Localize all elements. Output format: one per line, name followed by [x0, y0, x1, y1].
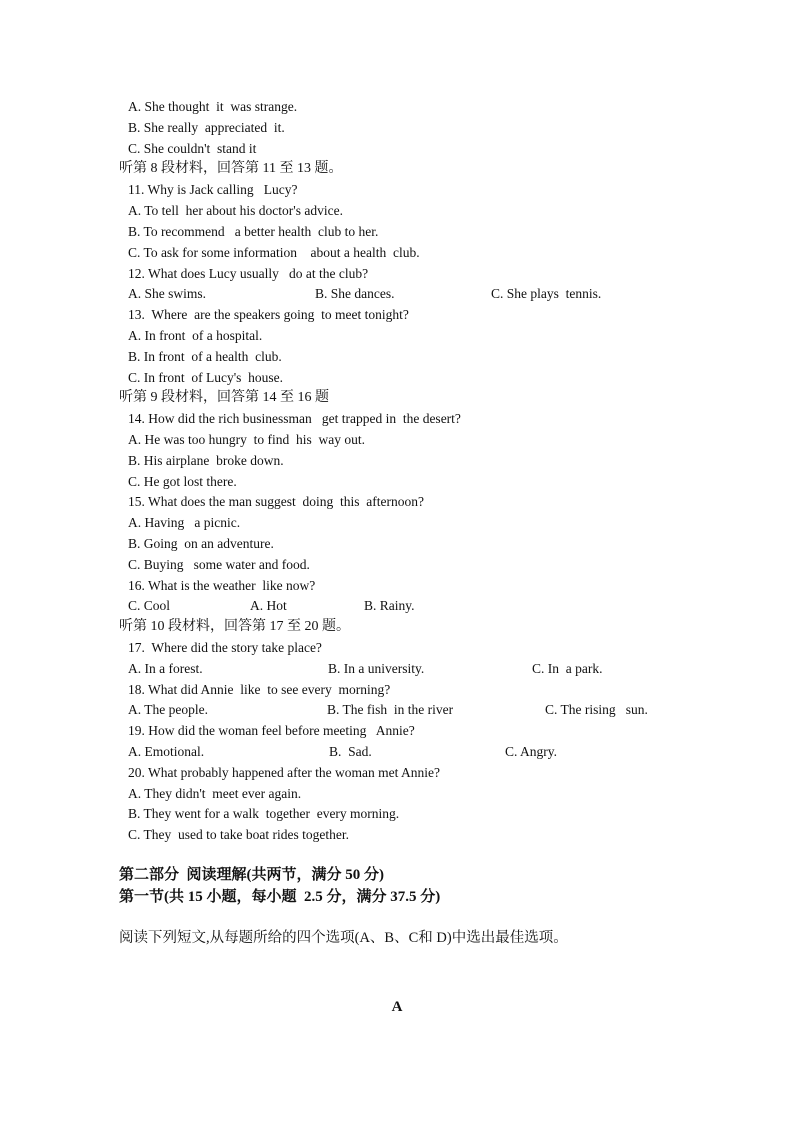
q10-option-b: B. She really appreciated it. — [128, 120, 285, 135]
part2-instruction: 阅读下列短文,从每题所给的四个选项(A、B、C和 D)中选出最佳选项。 — [119, 930, 568, 946]
q17-question: 17. Where did the story take place? — [128, 640, 322, 655]
section8-header: 听第 8 段材料，回答第 11 至 13 题。 — [119, 161, 343, 176]
q14-option-a: A. He was too hungry to find his way out. — [128, 432, 365, 447]
q17-option-b: B. In a university. — [328, 661, 425, 676]
q17-option-a: A. In a forest. — [128, 661, 203, 676]
q13-option-a: A. In front of a hospital. — [128, 328, 263, 343]
q12-question: 12. What does Lucy usually do at the club? — [128, 266, 369, 281]
q11-option-a: A. To tell her about his doctor's advice. — [128, 203, 343, 218]
q14-option-c: C. He got lost there. — [128, 474, 237, 489]
q19-option-b: B. Sad. — [329, 744, 372, 759]
q13-question: 13. Where are the speakers going to meet tonight? — [128, 307, 409, 322]
q19-question: 19. How did the woman feel before meeting Annie? — [128, 723, 415, 738]
q20-option-a: A. They didn't meet ever again. — [128, 786, 302, 801]
q13-option-b: B. In front of a health club. — [128, 349, 282, 364]
q18-option-b: B. The fish in the river — [327, 702, 454, 717]
q17-option-c: C. In a park. — [532, 661, 603, 676]
q12-option-c: C. She plays tennis. — [491, 286, 602, 301]
q20-option-b: B. They went for a walk together every morning. — [128, 806, 400, 821]
q19-option-a: A. Emotional. — [128, 744, 205, 759]
q12-option-b: B. She dances. — [315, 286, 395, 301]
q16-question: 16. What is the weather like now? — [128, 578, 316, 593]
q11-option-b: B. To recommend a better health club to her. — [128, 224, 379, 239]
q15-option-c: C. Buying some water and food. — [128, 557, 310, 572]
q16-option-2: A. Hot — [250, 598, 287, 613]
q13-option-c: C. In front of Lucy's house. — [128, 370, 284, 385]
q18-option-c: C. The rising sun. — [545, 702, 648, 717]
q14-question: 14. How did the rich businessman get trapped in the desert? — [128, 411, 461, 426]
q16-option-1: C. Cool — [128, 598, 171, 613]
q15-option-b: B. Going on an adventure. — [128, 536, 274, 551]
q10-option-c: C. She couldn't stand it — [128, 141, 257, 156]
passage-label: A — [391, 999, 403, 1015]
q16-option-3: B. Rainy. — [364, 598, 415, 613]
q15-question: 15. What does the man suggest doing this afternoon? — [128, 494, 424, 509]
q12-option-a: A. She swims. — [128, 286, 207, 301]
part2-subtitle: 第一节(共 15 小题，每小题 2.5 分，满分 37.5 分) — [119, 889, 441, 905]
section10-header: 听第 10 段材料，回答第 17 至 20 题。 — [119, 619, 350, 634]
q18-question: 18. What did Annie like to see every morning? — [128, 682, 391, 697]
q11-option-c: C. To ask for some information about a health club. — [128, 245, 420, 260]
q18-option-a: A. The people. — [128, 702, 208, 717]
q15-option-a: A. Having a picnic. — [128, 515, 241, 530]
q11-question: 11. Why is Jack calling Lucy? — [128, 182, 298, 197]
q14-option-b: B. His airplane broke down. — [128, 453, 284, 468]
q20-option-c: C. They used to take boat rides together. — [128, 827, 349, 842]
q20-question: 20. What probably happened after the woman met Annie? — [128, 765, 441, 780]
part2-title: 第二部分 阅读理解(共两节，满分 50 分) — [119, 867, 384, 883]
q10-option-a: A. She thought it was strange. — [128, 99, 298, 114]
section9-header: 听第 9 段材料，回答第 14 至 16 题 — [119, 390, 329, 405]
q19-option-c: C. Angry. — [505, 744, 558, 759]
